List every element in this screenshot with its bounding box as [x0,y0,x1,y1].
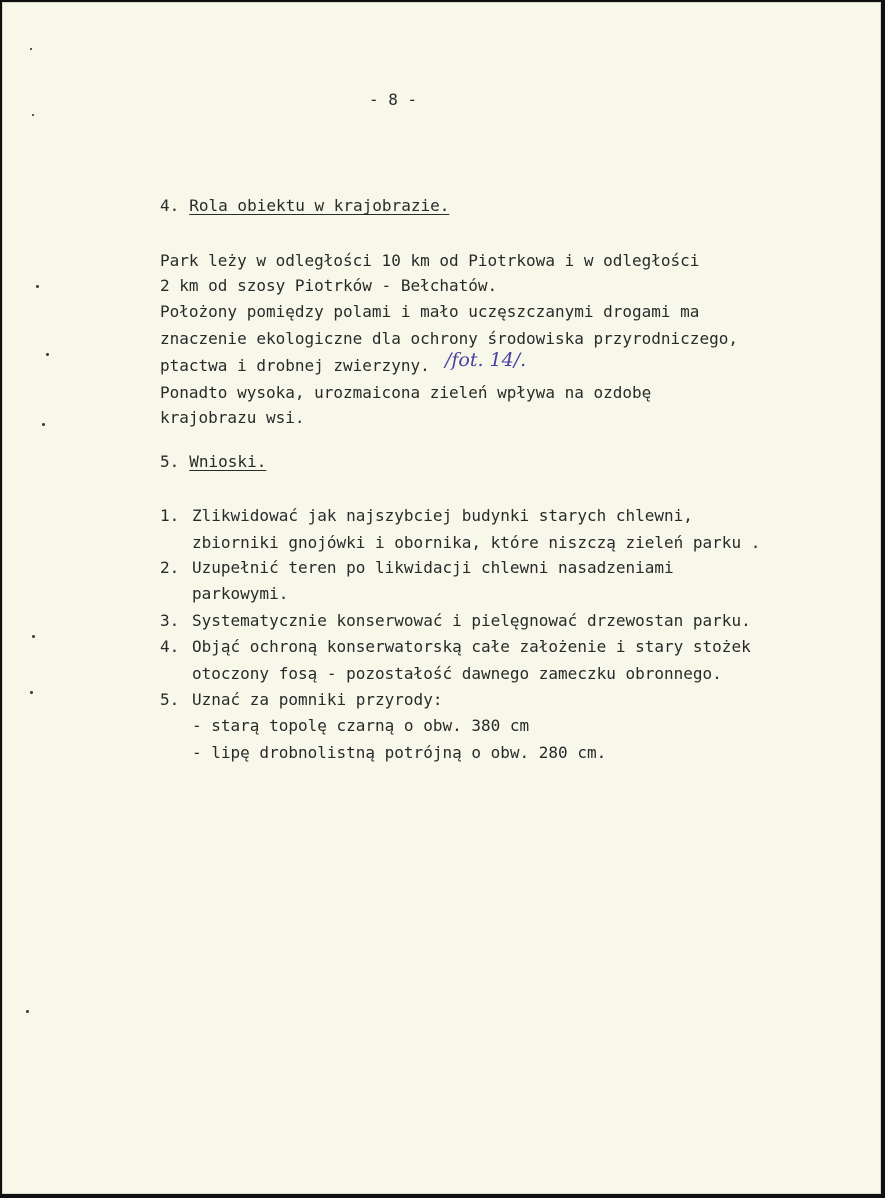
page-number: - 8 - [369,90,418,109]
list-item-line: Objąć ochroną konserwatorską całe założenie i stary stożek [192,637,751,656]
paragraph-line: krajobrazu wsi. [160,408,305,427]
section-4-title: Rola obiektu w krajobrazie. [189,196,450,215]
margin-dot [42,423,45,426]
margin-dot [30,691,33,694]
section-5-heading [160,452,266,472]
paragraph-line: Park leży w odległości 10 km od Piotrkowa i w odległości [160,251,700,270]
paragraph-line: 2 km od szosy Piotrków - Bełchatów. [160,276,498,295]
section-5-title: Wnioski. [189,452,267,471]
list-item-line: Uzupełnić teren po likwidacji chlewni nasadzeniami [192,558,674,577]
sub-list-item: - starą topolę czarną o obw. 380 cm [192,716,530,735]
paragraph-line: znaczenie ekologiczne dla ochrony środowiska przyrodniczego, [160,329,738,348]
list-item-number: 4. [160,637,180,656]
paragraph-line: Położony pomiędzy polami i mało uczęszczanymi drogami ma [160,302,700,321]
list-item-line: Systematycznie konserwować i pielęgnować drzewostan parku. [192,611,751,630]
section-5-number: 5. [160,452,180,471]
list-item-line: parkowymi. [192,584,289,603]
document-page [2,2,881,1194]
sub-list-item: - lipę drobnolistną potrójną o obw. 280 cm. [192,743,607,762]
paragraph-line: Ponadto wysoka, urozmaicona zieleń wpływa na ozdobę [160,383,652,402]
section-4-heading [160,196,449,216]
margin-dot [36,285,39,288]
list-item-number: 3. [160,611,180,630]
list-item-number: 2. [160,558,180,577]
handwritten-photo-reference: /fot. 14/. [445,349,527,371]
margin-dot [26,1010,29,1013]
margin-dot [32,635,35,638]
list-item-line: zbiorniki gnojówki i obornika, które niszczą zieleń parku . [192,533,761,552]
list-item-line: Uznać za pomniki przyrody: [192,690,443,709]
paragraph-line: ptactwa i drobnej zwierzyny. [160,356,430,375]
scan-speck [30,48,32,50]
list-item-line: Zlikwidować jak najszybciej budynki starych chlewni, [192,506,693,525]
scan-speck [32,114,34,116]
margin-dot [46,353,49,356]
list-item-line: otoczony fosą - pozostałość dawnego zameczku obronnego. [192,664,722,683]
section-4-number: 4. [160,196,180,215]
list-item-number: 5. [160,690,180,709]
list-item-number: 1. [160,506,180,525]
